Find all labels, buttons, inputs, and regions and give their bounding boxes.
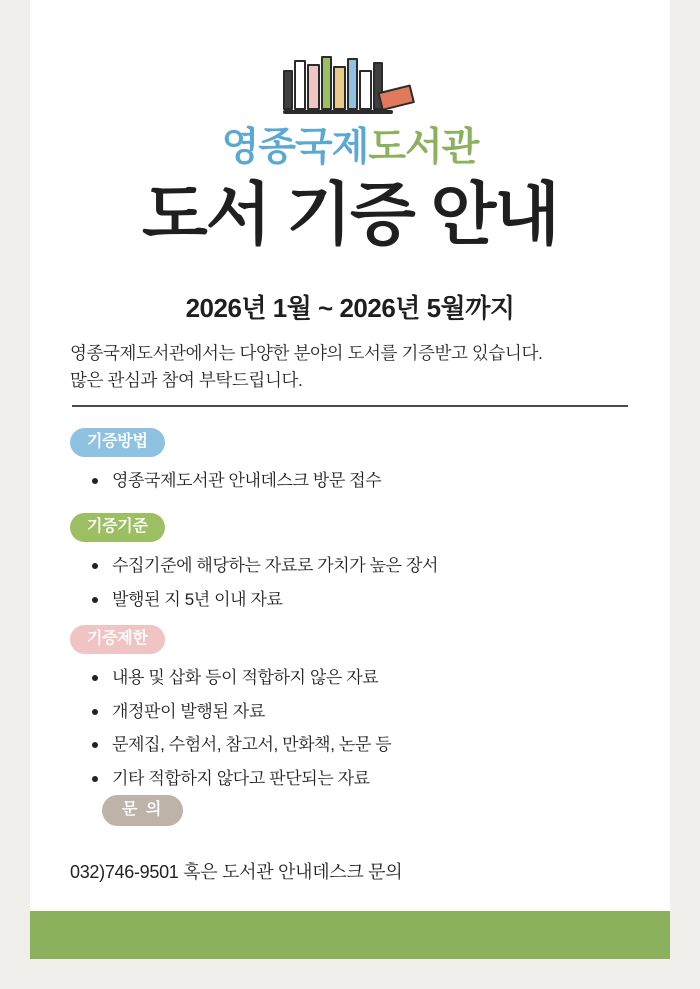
list-donation-criteria [70, 554, 634, 612]
section-label-donation-restrictions: 기증제한 [70, 625, 165, 654]
books-illustration [30, 52, 670, 124]
book-icon-5 [333, 66, 346, 110]
section-donation-restrictions [70, 625, 634, 801]
book-icon-3 [307, 64, 320, 110]
section-label-contact: 문 의 [102, 795, 183, 826]
section-divider [72, 405, 628, 407]
book-icon-4 [321, 56, 332, 110]
library-name [30, 128, 670, 167]
section-donation-criteria [70, 513, 634, 621]
contact-info: 032)746-9501 혹은 도서관 안내데스크 문의 [70, 862, 403, 882]
book-icon-2 [294, 60, 306, 110]
list-item: 개정판이 발행된 자료 [92, 700, 634, 725]
intro-line-1: 영종국제도서관에서는 다양한 분야의 도서를 기증받고 있습니다. [70, 343, 543, 363]
intro-line-2: 많은 관심과 참여 부탁드립니다. [70, 370, 303, 391]
list-item: 문제집, 수험서, 참고서, 만화책, 논문 등 [92, 733, 634, 758]
section-label-donation-criteria: 기증기준 [70, 513, 165, 542]
bottom-color-band [30, 911, 670, 959]
list-item: 기타 적합하지 않다고 판단되는 자료 [92, 767, 634, 792]
list-item: 영종국제도서관 안내데스크 방문 접수 [92, 469, 634, 494]
page-title: 도서 기증 안내 [142, 177, 558, 253]
period-text: 2026년 1월 ~ 2026년 5월까지 [185, 293, 515, 323]
book-icon-1 [283, 70, 293, 110]
book-icon-7 [359, 70, 372, 110]
list-item: 내용 및 삽화 등이 적합하지 않은 자료 [92, 666, 634, 691]
book-icon-6 [347, 58, 358, 110]
library-name-part1: 영종국제 [221, 126, 369, 169]
list-donation-method [70, 469, 634, 494]
list-donation-restrictions [70, 666, 634, 792]
book-shelf-line [283, 110, 393, 114]
section-contact [102, 795, 634, 826]
section-donation-method [70, 428, 634, 503]
list-item: 발행된 지 5년 이내 자료 [92, 588, 634, 613]
list-item: 수집기준에 해당하는 자료로 가치가 높은 장서 [92, 554, 634, 579]
poster-canvas [30, 0, 670, 959]
library-name-part2: 도서관 [368, 126, 479, 169]
intro-paragraph [70, 340, 630, 394]
section-label-donation-method: 기증방법 [70, 428, 165, 457]
book-icon-9 [377, 84, 415, 111]
